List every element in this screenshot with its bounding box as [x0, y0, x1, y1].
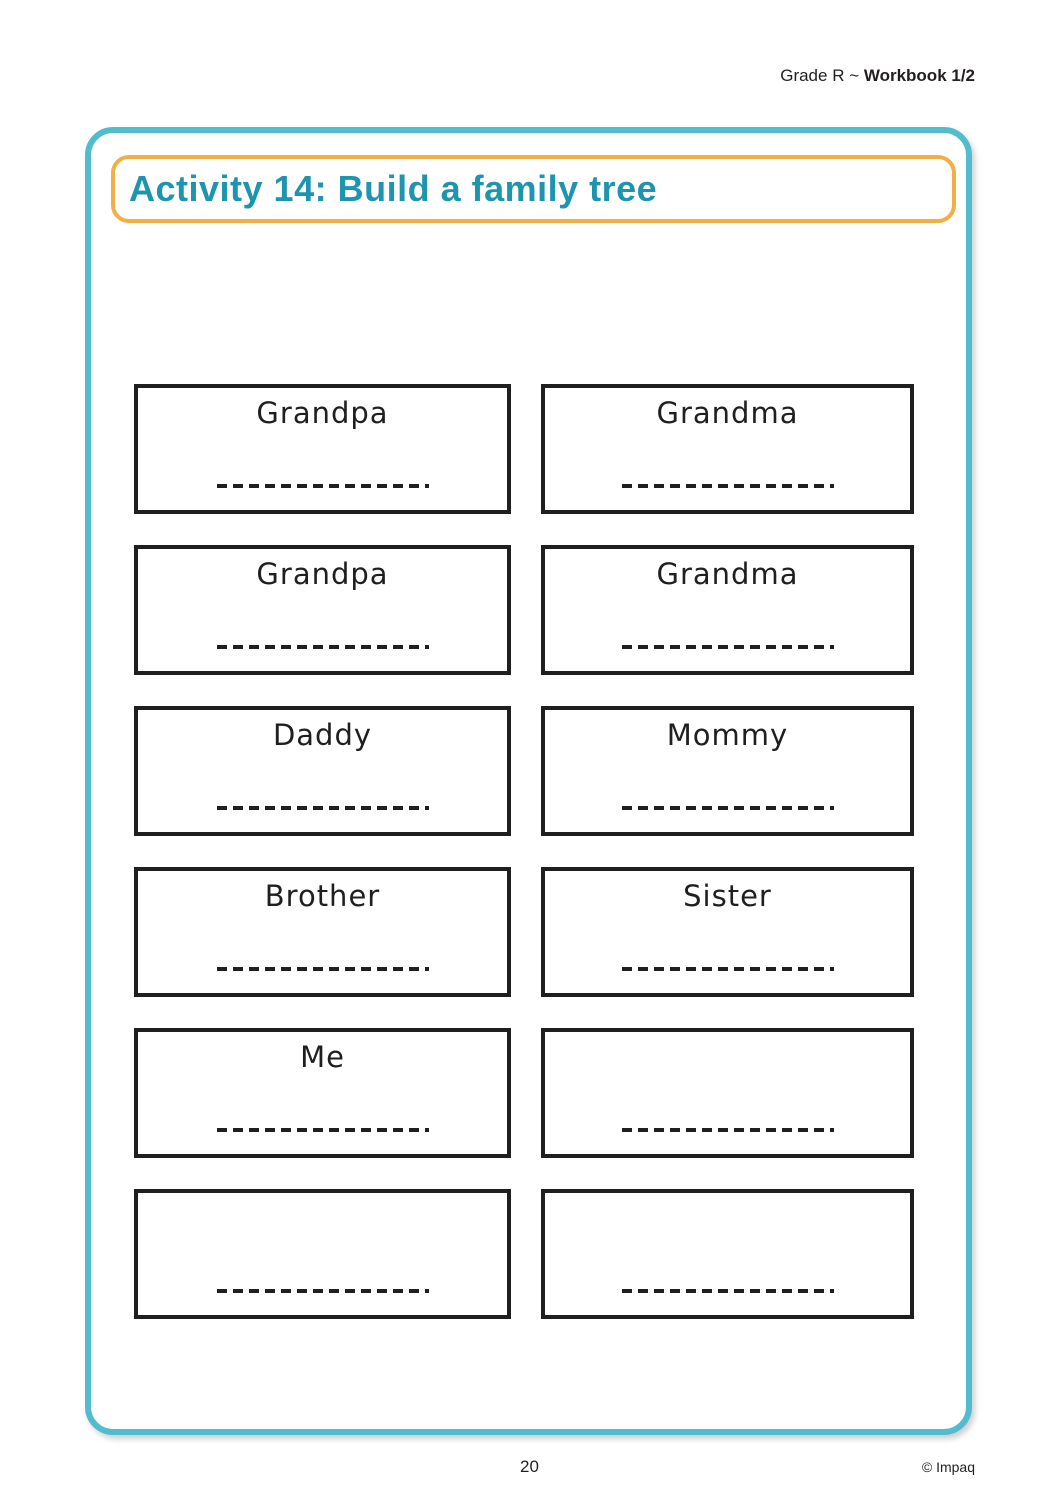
copyright-label: © Impaq — [921, 1459, 975, 1475]
name-write-line — [622, 645, 834, 649]
name-write-line — [217, 1289, 429, 1293]
family-box-label: Grandpa — [256, 396, 389, 430]
page-number: 20 — [520, 1457, 539, 1476]
page-header — [780, 66, 975, 86]
name-write-line — [217, 645, 429, 649]
workbook-label: Workbook 1/2 — [863, 66, 975, 85]
family-box-label: Me — [300, 1040, 345, 1074]
family-box-mommy — [541, 706, 914, 836]
family-box-empty-2 — [134, 1189, 511, 1319]
family-box-brother — [134, 867, 511, 997]
grade-label: Grade R ~ — [780, 66, 864, 85]
family-box-label: Brother — [264, 879, 381, 913]
family-box-grandpa-1 — [134, 384, 511, 514]
family-box-label: Sister — [683, 879, 772, 913]
name-write-line — [217, 967, 429, 971]
activity-title-box — [111, 155, 956, 223]
activity-title: Activity 14: Build a family tree — [129, 168, 658, 209]
family-box-label: Mommy — [666, 718, 789, 752]
family-box-me — [134, 1028, 511, 1158]
family-box-label: Grandpa — [256, 557, 389, 591]
family-box-grandpa-2 — [134, 545, 511, 675]
name-write-line — [217, 806, 429, 810]
name-write-line — [622, 806, 834, 810]
family-box-label: Grandma — [656, 557, 799, 591]
name-write-line — [622, 1128, 834, 1132]
family-box-sister — [541, 867, 914, 997]
family-box-grandma-1 — [541, 384, 914, 514]
name-write-line — [217, 1128, 429, 1132]
family-box-empty-3 — [541, 1189, 914, 1319]
family-tree-grid — [134, 384, 914, 1319]
family-box-label: Grandma — [656, 396, 799, 430]
family-box-grandma-2 — [541, 545, 914, 675]
family-box-label: Daddy — [272, 718, 373, 752]
name-write-line — [622, 484, 834, 488]
name-write-line — [622, 967, 834, 971]
family-box-empty-1 — [541, 1028, 914, 1158]
name-write-line — [622, 1289, 834, 1293]
worksheet-frame — [85, 127, 972, 1435]
name-write-line — [217, 484, 429, 488]
family-box-daddy — [134, 706, 511, 836]
